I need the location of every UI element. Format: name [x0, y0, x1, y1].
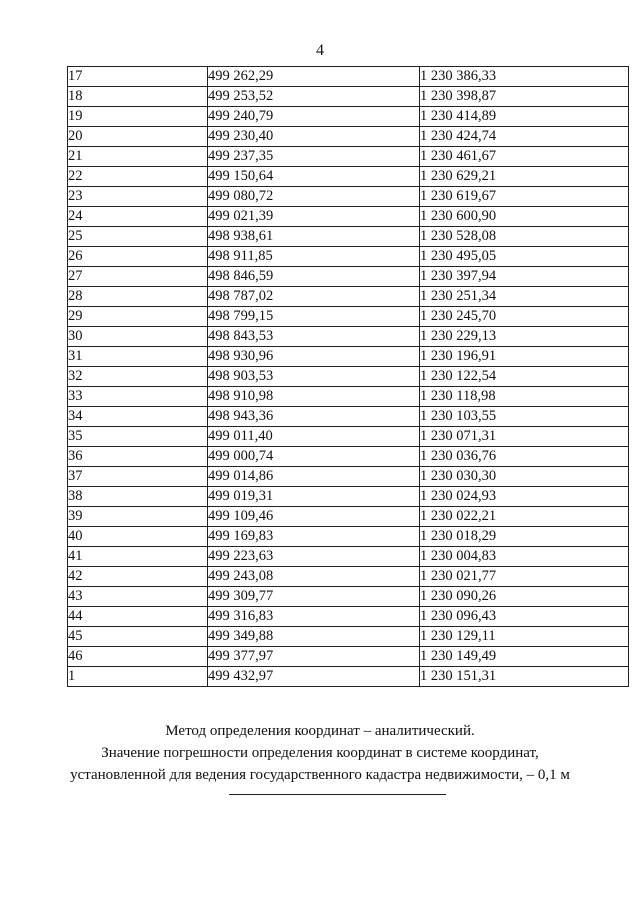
- y-coordinate-cell: 1 230 424,74: [420, 127, 629, 147]
- table-row: [68, 87, 629, 107]
- table-row: [68, 327, 629, 347]
- table-row: [68, 67, 629, 87]
- x-coordinate-cell: 499 000,74: [208, 447, 420, 467]
- page-number: 4: [316, 42, 324, 59]
- table-row: [68, 567, 629, 587]
- x-coordinate-cell: 498 938,61: [208, 227, 420, 247]
- table-row: [68, 387, 629, 407]
- table-row: [68, 487, 629, 507]
- point-number-cell: 1: [68, 667, 208, 687]
- y-coordinate-cell: 1 230 024,93: [420, 487, 629, 507]
- point-number-cell: 25: [68, 227, 208, 247]
- y-coordinate-cell: 1 230 461,67: [420, 147, 629, 167]
- table-row: [68, 347, 629, 367]
- x-coordinate-cell: 499 349,88: [208, 627, 420, 647]
- point-number-cell: 21: [68, 147, 208, 167]
- x-coordinate-cell: 498 799,15: [208, 307, 420, 327]
- point-number-cell: 30: [68, 327, 208, 347]
- point-number-cell: 27: [68, 267, 208, 287]
- y-coordinate-cell: 1 230 030,30: [420, 467, 629, 487]
- table-row: [68, 627, 629, 647]
- y-coordinate-cell: 1 230 398,87: [420, 87, 629, 107]
- y-coordinate-cell: 1 230 251,34: [420, 287, 629, 307]
- table-row: [68, 267, 629, 287]
- x-coordinate-cell: 498 846,59: [208, 267, 420, 287]
- y-coordinate-cell: 1 230 022,21: [420, 507, 629, 527]
- x-coordinate-cell: 499 240,79: [208, 107, 420, 127]
- point-number-cell: 18: [68, 87, 208, 107]
- x-coordinate-cell: 499 223,63: [208, 547, 420, 567]
- x-coordinate-cell: 498 930,96: [208, 347, 420, 367]
- y-coordinate-cell: 1 230 021,77: [420, 567, 629, 587]
- point-number-cell: 20: [68, 127, 208, 147]
- x-coordinate-cell: 499 230,40: [208, 127, 420, 147]
- method-note: Метод определения координат – аналитический.: [165, 723, 475, 739]
- point-number-cell: 32: [68, 367, 208, 387]
- notes-block: [0, 720, 640, 786]
- point-number-cell: 43: [68, 587, 208, 607]
- table-row: [68, 547, 629, 567]
- table-row: [68, 427, 629, 447]
- x-coordinate-cell: 498 787,02: [208, 287, 420, 307]
- y-coordinate-cell: 1 230 018,29: [420, 527, 629, 547]
- closing-rule: [229, 794, 446, 795]
- y-coordinate-cell: 1 230 528,08: [420, 227, 629, 247]
- table-row: [68, 167, 629, 187]
- point-number-cell: 45: [68, 627, 208, 647]
- y-coordinate-cell: 1 230 118,98: [420, 387, 629, 407]
- table-row: [68, 367, 629, 387]
- point-number-cell: 33: [68, 387, 208, 407]
- y-coordinate-cell: 1 230 245,70: [420, 307, 629, 327]
- point-number-cell: 17: [68, 67, 208, 87]
- x-coordinate-cell: 499 014,86: [208, 467, 420, 487]
- table-row: [68, 667, 629, 687]
- x-coordinate-cell: 499 109,46: [208, 507, 420, 527]
- x-coordinate-cell: 499 253,52: [208, 87, 420, 107]
- point-number-cell: 29: [68, 307, 208, 327]
- point-number-cell: 23: [68, 187, 208, 207]
- y-coordinate-cell: 1 230 090,26: [420, 587, 629, 607]
- y-coordinate-cell: 1 230 096,43: [420, 607, 629, 627]
- y-coordinate-cell: 1 230 397,94: [420, 267, 629, 287]
- table-row: [68, 407, 629, 427]
- y-coordinate-cell: 1 230 036,76: [420, 447, 629, 467]
- point-number-cell: 19: [68, 107, 208, 127]
- x-coordinate-cell: 499 243,08: [208, 567, 420, 587]
- accuracy-note-line-2: установленной для ведения государственного кадастра недвижимости, – 0,1 м: [70, 767, 570, 783]
- table-row: [68, 107, 629, 127]
- table-row: [68, 187, 629, 207]
- coordinates-table-body: [68, 67, 629, 687]
- x-coordinate-cell: 499 262,29: [208, 67, 420, 87]
- y-coordinate-cell: 1 230 122,54: [420, 367, 629, 387]
- x-coordinate-cell: 498 843,53: [208, 327, 420, 347]
- accuracy-note-line-1: Значение погрешности определения координат в системе координат,: [101, 745, 539, 761]
- x-coordinate-cell: 498 943,36: [208, 407, 420, 427]
- point-number-cell: 22: [68, 167, 208, 187]
- y-coordinate-cell: 1 230 229,13: [420, 327, 629, 347]
- y-coordinate-cell: 1 230 149,49: [420, 647, 629, 667]
- table-row: [68, 647, 629, 667]
- point-number-cell: 40: [68, 527, 208, 547]
- table-row: [68, 147, 629, 167]
- point-number-cell: 44: [68, 607, 208, 627]
- point-number-cell: 37: [68, 467, 208, 487]
- x-coordinate-cell: 499 169,83: [208, 527, 420, 547]
- table-row: [68, 527, 629, 547]
- x-coordinate-cell: 499 432,97: [208, 667, 420, 687]
- table-row: [68, 307, 629, 327]
- x-coordinate-cell: 499 309,77: [208, 587, 420, 607]
- x-coordinate-cell: 499 021,39: [208, 207, 420, 227]
- point-number-cell: 34: [68, 407, 208, 427]
- table-row: [68, 287, 629, 307]
- x-coordinate-cell: 498 910,98: [208, 387, 420, 407]
- table-row: [68, 607, 629, 627]
- y-coordinate-cell: 1 230 619,67: [420, 187, 629, 207]
- x-coordinate-cell: 499 011,40: [208, 427, 420, 447]
- coordinates-table: [67, 66, 629, 687]
- y-coordinate-cell: 1 230 196,91: [420, 347, 629, 367]
- y-coordinate-cell: 1 230 103,55: [420, 407, 629, 427]
- y-coordinate-cell: 1 230 004,83: [420, 547, 629, 567]
- point-number-cell: 36: [68, 447, 208, 467]
- point-number-cell: 24: [68, 207, 208, 227]
- y-coordinate-cell: 1 230 495,05: [420, 247, 629, 267]
- point-number-cell: 26: [68, 247, 208, 267]
- table-row: [68, 447, 629, 467]
- x-coordinate-cell: 499 237,35: [208, 147, 420, 167]
- x-coordinate-cell: 499 377,97: [208, 647, 420, 667]
- y-coordinate-cell: 1 230 600,90: [420, 207, 629, 227]
- table-row: [68, 227, 629, 247]
- point-number-cell: 41: [68, 547, 208, 567]
- table-row: [68, 467, 629, 487]
- point-number-cell: 46: [68, 647, 208, 667]
- y-coordinate-cell: 1 230 151,31: [420, 667, 629, 687]
- y-coordinate-cell: 1 230 629,21: [420, 167, 629, 187]
- table-row: [68, 587, 629, 607]
- x-coordinate-cell: 498 903,53: [208, 367, 420, 387]
- y-coordinate-cell: 1 230 129,11: [420, 627, 629, 647]
- table-row: [68, 247, 629, 267]
- y-coordinate-cell: 1 230 386,33: [420, 67, 629, 87]
- point-number-cell: 28: [68, 287, 208, 307]
- x-coordinate-cell: 498 911,85: [208, 247, 420, 267]
- point-number-cell: 39: [68, 507, 208, 527]
- table-row: [68, 127, 629, 147]
- y-coordinate-cell: 1 230 414,89: [420, 107, 629, 127]
- point-number-cell: 42: [68, 567, 208, 587]
- x-coordinate-cell: 499 019,31: [208, 487, 420, 507]
- table-row: [68, 507, 629, 527]
- x-coordinate-cell: 499 080,72: [208, 187, 420, 207]
- point-number-cell: 35: [68, 427, 208, 447]
- x-coordinate-cell: 499 316,83: [208, 607, 420, 627]
- table-row: [68, 207, 629, 227]
- x-coordinate-cell: 499 150,64: [208, 167, 420, 187]
- point-number-cell: 31: [68, 347, 208, 367]
- point-number-cell: 38: [68, 487, 208, 507]
- y-coordinate-cell: 1 230 071,31: [420, 427, 629, 447]
